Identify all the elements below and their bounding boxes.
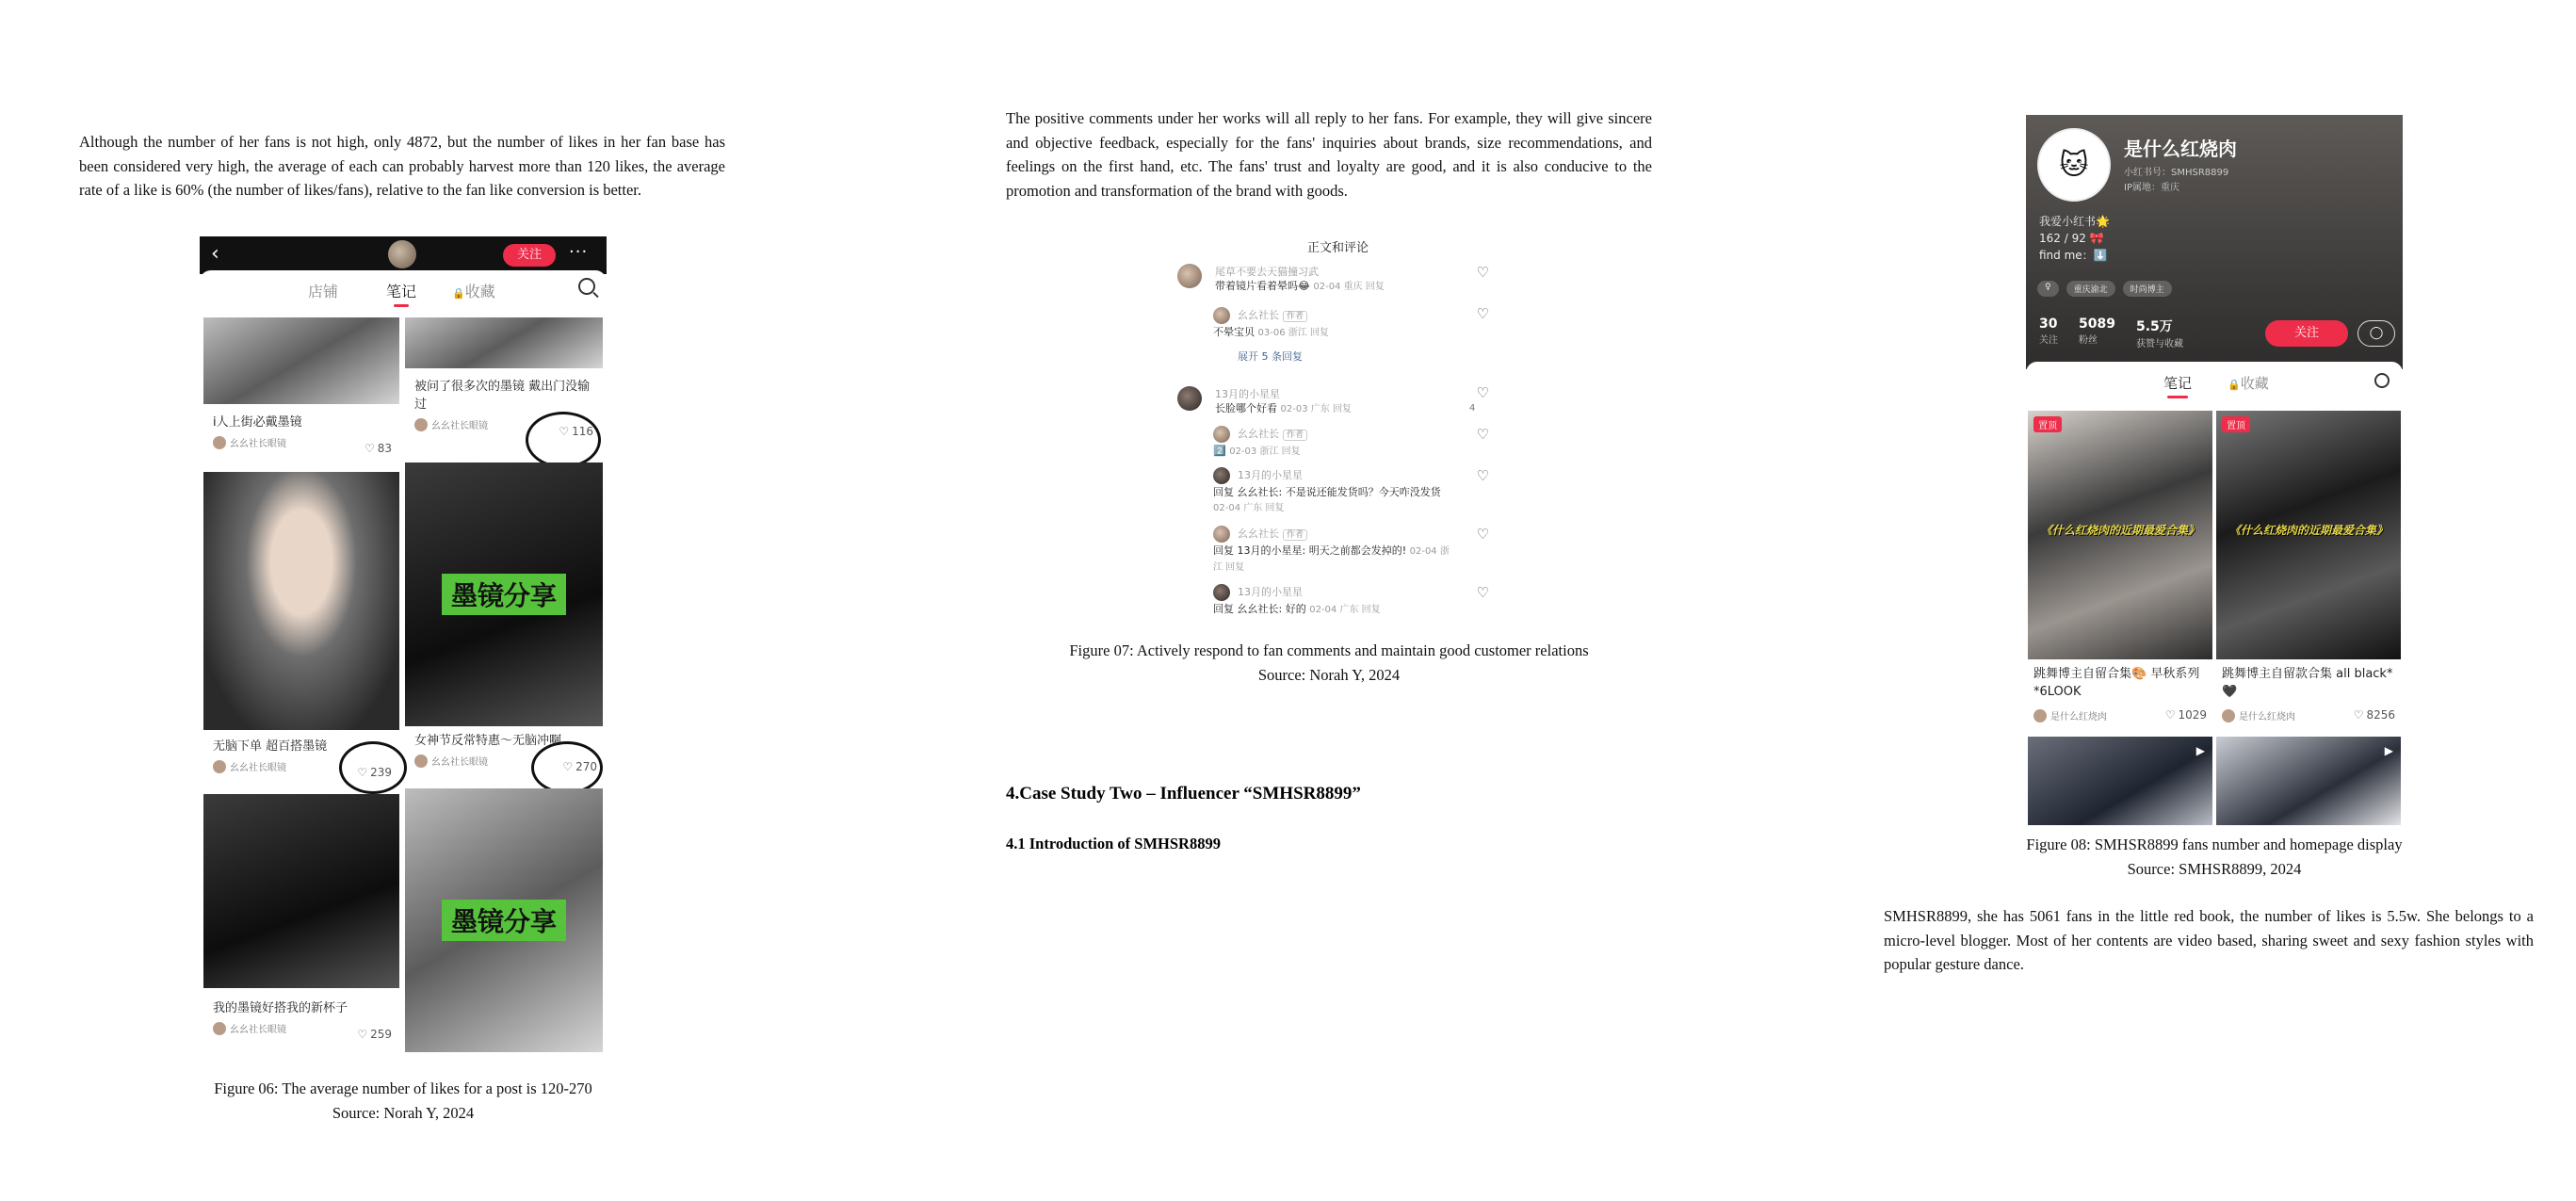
section-heading: 4.Case Study Two – Influencer “SMHSR8899” <box>1006 784 1361 803</box>
heart-icon[interactable]: ♡ <box>1476 526 1489 543</box>
commenter-name <box>1238 526 1458 541</box>
bio-line: 162 / 92 🎀 <box>2039 232 2104 245</box>
kitty-icon: 🐱 <box>2059 148 2089 182</box>
post-title: 我的墨镜好搭我的新杯子 <box>213 1001 348 1015</box>
play-icon: ▶ <box>2195 744 2205 757</box>
post-title: 跳舞博主自留合集🎨 早秋系列*6LOOK <box>2033 667 2200 699</box>
overlay-label: 墨镜分享 <box>442 900 566 941</box>
avatar <box>1177 264 1202 288</box>
follow-button[interactable]: 关注 <box>503 244 556 267</box>
follow-button[interactable]: 关注 <box>2265 320 2348 347</box>
comment-reply[interactable] <box>1213 467 1449 516</box>
gender-chip: ♀ <box>2037 281 2059 297</box>
profile-name: 是什么红烧肉 <box>2124 138 2237 160</box>
commenter-name <box>1238 307 1486 322</box>
heart-icon[interactable]: ♡ <box>1476 305 1489 322</box>
caption-line: Figure 06: The average number of likes for a post is 120-270 <box>214 1079 592 1097</box>
figure-08-screenshot <box>2026 115 2403 825</box>
hand-drawn-circle <box>531 741 603 794</box>
comment-reply[interactable] <box>1213 526 1458 576</box>
middle-paragraph: The positive comments under her works will all reply to her fans. For example, they will give sincere and objective feedback, especially for the fans' inquiries about brands, size recommendations, and feelings on the first hand, etc. The fans' trust and loyalty are good, and it is also conducive to the promotion and transformation of the brand with goods. <box>1006 109 1652 200</box>
right-paragraph: SMHSR8899, she has 5061 fans in the little red book, the number of likes is 5.5w. She belongs to a micro-level blogger. Most of her contents are video based, sharing sweet and sexy fashion styles with popular gesture dance. <box>1884 907 2534 973</box>
profile-bio <box>2039 213 2110 264</box>
avatar[interactable] <box>2037 128 2111 202</box>
overlay-label: 墨镜分享 <box>442 574 566 615</box>
author-avatar <box>2222 709 2235 722</box>
post-title: 女神节反常特惠～无脑冲啊 <box>414 734 562 748</box>
author-tag: 作者 <box>1283 529 1307 541</box>
author-name: 是什么红烧肉 <box>2050 712 2107 722</box>
chat-icon: ◯ <box>2369 326 2384 340</box>
comment-date: 02-04 重庆 回复 <box>1313 282 1385 292</box>
comment-like-count: 4 <box>1469 403 1476 414</box>
commenter-name: 尾草不要去天猫撞习武 <box>1215 266 1319 278</box>
play-icon: ▶ <box>2384 744 2393 757</box>
avatar <box>1213 307 1230 324</box>
comment-date: 02-03 广东 回复 <box>1280 404 1352 414</box>
profile-id: 小红书号：SMHSR8899 <box>2124 168 2229 178</box>
pinned-badge: 置顶 <box>2222 416 2250 432</box>
comment-reply[interactable] <box>1213 426 1486 460</box>
tab-notes[interactable]: 笔记 <box>2163 375 2193 392</box>
post-image[interactable] <box>203 472 399 730</box>
like-count[interactable]: ♡ 8256 <box>2354 708 2395 722</box>
like-count[interactable]: ♡ 270 <box>562 760 597 773</box>
comment-reply[interactable] <box>1213 307 1486 341</box>
author-avatar <box>414 418 428 431</box>
avatar <box>1213 584 1230 601</box>
caption-line: Figure 08: SMHSR8899 fans number and homepage display <box>2026 836 2403 853</box>
like-count[interactable]: ♡ 239 <box>357 766 392 779</box>
heart-icon[interactable]: ♡ <box>1476 384 1489 401</box>
stat-label: 粉丝 <box>2079 335 2098 346</box>
post-title: 被问了很多次的墨镜 戴出门没输过 <box>414 380 591 412</box>
profile-stats <box>2039 316 2183 349</box>
bio-line: 我爱小红书🌟 <box>2039 215 2110 228</box>
overlay-text: 《什么红烧肉的近期最爱合集》 <box>2040 524 2199 537</box>
stat-number: 5.5万 <box>2135 319 2173 334</box>
comment-text <box>1215 401 1488 417</box>
commenter-name-text: 幺幺社长 <box>1238 428 1279 440</box>
stat-number: 30 <box>2039 316 2058 332</box>
profile-tabs <box>200 270 607 308</box>
like-count[interactable]: ♡ 259 <box>357 1028 392 1041</box>
left-paragraph: Although the number of her fans is not high, only 4872, but the number of likes in her fan base has been considered very high, the average of each can probably harvest more than 120 likes, the average rate of a like is 60% (the number of likes/fans), relative to the fan like conversion is better. <box>79 133 725 199</box>
tab-favorites[interactable] <box>2228 373 2269 393</box>
avatar <box>1213 526 1230 543</box>
post-title: i人上街必戴墨镜 <box>213 415 302 430</box>
post-image[interactable] <box>203 794 399 988</box>
stat-label: 获赞与收藏 <box>2135 339 2183 349</box>
profile-tabs <box>2026 362 2403 401</box>
avatar <box>1177 386 1202 411</box>
post-meta[interactable] <box>213 414 392 455</box>
comments-header: 正文和评论 <box>1306 241 1369 255</box>
comment-body: 回复 13月的小星星: 明天之前都会发掉的! <box>1213 544 1407 557</box>
heart-icon[interactable]: ♡ <box>1476 264 1489 281</box>
caption-source: Source: SMHSR8899, 2024 <box>2127 860 2302 878</box>
comment-item[interactable] <box>1177 386 1488 417</box>
avatar <box>1213 426 1230 443</box>
comment-body: 带着镜片看着晕吗😂 <box>1215 280 1310 292</box>
comment-reply[interactable] <box>1213 584 1486 618</box>
heart-icon[interactable]: ♡ <box>1476 584 1489 601</box>
tab-favorites-label: 收藏 <box>464 283 495 300</box>
author-avatar <box>414 755 428 768</box>
hand-drawn-circle <box>339 741 407 794</box>
comment-text <box>1213 485 1449 516</box>
overlay-text: 《什么红烧肉的近期最爱合集》 <box>2228 524 2388 537</box>
more-icon[interactable]: ··· <box>569 242 589 262</box>
commenter-name: 13月的小星星 <box>1238 469 1303 481</box>
hand-drawn-circle <box>526 412 601 468</box>
post-image[interactable] <box>405 463 603 726</box>
caption-source: Source: Norah Y, 2024 <box>332 1104 475 1122</box>
avatar[interactable] <box>388 240 416 268</box>
author-name: 幺幺社长眼镜 <box>230 439 286 449</box>
profile-chips <box>2037 281 2172 297</box>
author-name: 幺幺社长眼镜 <box>431 421 488 431</box>
stat-likes[interactable] <box>2136 316 2183 349</box>
tab-shop[interactable]: 店铺 <box>308 283 339 300</box>
post-title: 无脑下单 超百搭墨镜 <box>213 739 328 754</box>
author-name: 是什么红烧肉 <box>2239 712 2295 722</box>
stat-number: 5089 <box>2079 316 2115 332</box>
commenter-name <box>1238 426 1486 441</box>
comment-body: 回复 幺幺社长: 不是说还能发货吗？今天咋没发货 <box>1213 486 1441 498</box>
post-author <box>2222 708 2295 722</box>
stat-label: 关注 <box>2039 335 2058 346</box>
comment-text <box>1213 444 1486 460</box>
comment-date: 02-04 广东 回复 <box>1309 605 1381 615</box>
post-image[interactable] <box>405 788 603 1052</box>
comment-body: 长脸哪个好看 <box>1215 402 1277 414</box>
video-thumbnail[interactable] <box>2216 737 2401 825</box>
like-count[interactable]: ♡ 116 <box>559 425 593 438</box>
tab-favorites-label: 收藏 <box>2240 375 2269 392</box>
pinned-badge: 置顶 <box>2033 416 2062 432</box>
comment-date: 02-04 浙江 回复 <box>1213 546 1450 573</box>
commenter-name: 13月的小星星 <box>1215 388 1280 400</box>
author-avatar <box>213 760 226 773</box>
expand-replies-link[interactable]: 展开 5 条回复 <box>1238 350 1303 363</box>
comment-text <box>1213 544 1458 576</box>
commenter-name: 13月的小星星 <box>1238 586 1303 598</box>
post-card[interactable] <box>2028 411 2212 731</box>
comment-date: 02-04 广东 回复 <box>1213 503 1285 513</box>
heart-icon[interactable]: ♡ <box>1476 467 1489 484</box>
figure-06-screenshot <box>200 236 607 1065</box>
author-tag: 作者 <box>1283 311 1307 322</box>
author-name: 幺幺社长眼镜 <box>431 757 488 768</box>
post-meta[interactable] <box>213 999 392 1041</box>
comment-date: 03-06 浙江 回复 <box>1257 328 1329 338</box>
location-chip: 重庆渝北 <box>2066 281 2115 297</box>
phone-top-bar <box>200 236 607 274</box>
author-avatar <box>213 1022 226 1035</box>
caption-line: Figure 07: Actively respond to fan comments and maintain good customer relations <box>1069 641 1589 659</box>
author-tag: 作者 <box>1283 430 1307 441</box>
tab-notes[interactable]: 笔记 <box>386 280 416 301</box>
comment-body: 不晕宝贝 <box>1213 326 1255 338</box>
author-avatar <box>213 436 226 449</box>
post-card[interactable] <box>2216 411 2401 731</box>
author-avatar <box>2033 709 2047 722</box>
author-name: 幺幺社长眼镜 <box>230 763 286 773</box>
search-icon[interactable] <box>578 278 595 295</box>
avatar <box>1213 467 1230 484</box>
commenter-name-text: 幺幺社长 <box>1238 309 1279 321</box>
post-author <box>2033 708 2107 722</box>
chat-button[interactable] <box>2357 320 2395 347</box>
tab-favorites[interactable] <box>452 280 495 301</box>
author-name: 幺幺社长眼镜 <box>230 1025 286 1035</box>
lock-icon: 🔒 <box>2228 379 2241 391</box>
profile-ip: IP属地：重庆 <box>2124 183 2179 193</box>
figure-07-caption <box>1006 639 1652 688</box>
comment-body: 2️⃣ <box>1213 445 1226 457</box>
like-count[interactable]: ♡ 1029 <box>2165 708 2207 722</box>
subsection-heading: 4.1 Introduction of SMHSR8899 <box>1006 835 1221 852</box>
lock-icon: 🔒 <box>452 287 465 300</box>
search-icon[interactable] <box>2374 373 2390 388</box>
caption-source: Source: Norah Y, 2024 <box>1257 666 1401 684</box>
commenter-name-text: 幺幺社长 <box>1238 527 1279 540</box>
comment-date: 02-03 浙江 回复 <box>1229 446 1301 457</box>
heart-icon[interactable]: ♡ <box>1476 426 1489 443</box>
bio-line: find me：⬇️ <box>2039 249 2108 262</box>
category-chip: 时尚博主 <box>2123 281 2172 297</box>
comment-body: 回复 幺幺社长: 好的 <box>1213 603 1306 615</box>
figure-08-caption <box>1959 833 2470 882</box>
video-thumbnail[interactable] <box>2028 737 2212 825</box>
back-icon[interactable]: ‹ <box>211 242 219 266</box>
post-title: 跳舞博主自留款合集 all black*🖤 <box>2222 667 2393 699</box>
stat-fans[interactable] <box>2079 316 2115 349</box>
comment-text <box>1215 279 1488 295</box>
stat-following[interactable] <box>2039 316 2058 349</box>
post-image[interactable] <box>203 317 399 404</box>
like-count[interactable]: ♡ 83 <box>365 442 392 455</box>
comment-item[interactable] <box>1177 264 1488 295</box>
post-image[interactable] <box>405 317 603 368</box>
profile-header <box>2026 115 2403 369</box>
figure-06-caption <box>200 1077 607 1126</box>
comment-text <box>1213 602 1486 618</box>
comment-text <box>1213 325 1486 341</box>
figure-07-comments <box>1175 235 1500 631</box>
